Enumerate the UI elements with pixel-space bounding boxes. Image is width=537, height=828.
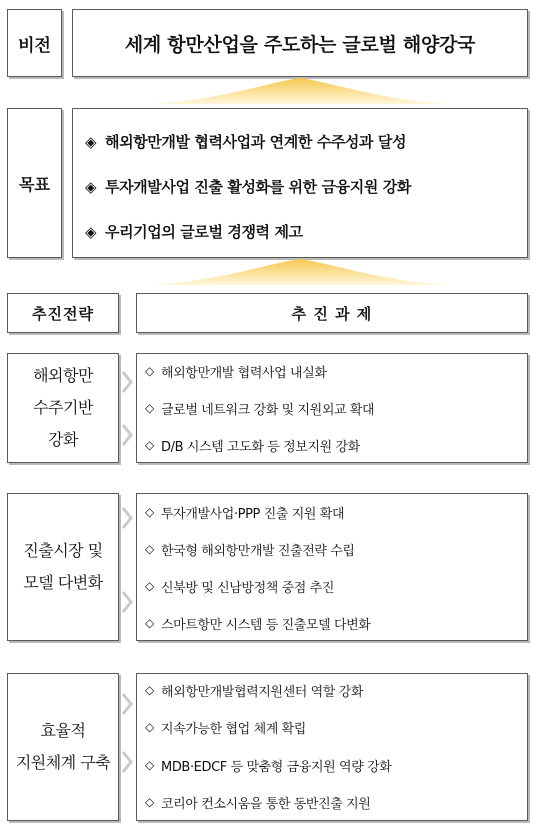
diamond-bullet-icon: ◈ bbox=[85, 177, 97, 196]
task-item-text: 스마트항만 시스템 등 진출모델 다변화 bbox=[161, 617, 371, 633]
task-item bbox=[145, 613, 370, 633]
task-item-text: 지속가능한 협업 체계 확립 bbox=[161, 721, 306, 737]
diamond-bullet-icon: ◇ bbox=[145, 579, 154, 593]
diamond-bullet-icon: ◇ bbox=[145, 720, 154, 734]
strategy-2-box bbox=[7, 493, 119, 641]
diamond-bullet-icon: ◇ bbox=[145, 542, 154, 556]
vision-label-box bbox=[7, 9, 62, 77]
task-item-text: 신북방 및 신남방정책 중점 추진 bbox=[161, 580, 334, 596]
diamond-bullet-icon: ◇ bbox=[145, 364, 154, 378]
strategy-1-label: 해외항만 수주기반 강화 bbox=[33, 366, 93, 449]
chevron-right-icon bbox=[121, 506, 133, 530]
vision-text: 세계 항만산업을 주도하는 글로벌 해양강국 bbox=[124, 33, 476, 56]
diamond-bullet-icon: ◇ bbox=[145, 401, 154, 415]
task-item bbox=[145, 717, 306, 737]
strategy-1-tasks-box bbox=[136, 353, 528, 463]
chevron-right-icon bbox=[121, 590, 133, 614]
chevron-right-icon bbox=[121, 692, 133, 716]
task-item-text: MDB·EDCF 등 맞춤형 금융지원 역량 강화 bbox=[161, 759, 392, 775]
strategy-header-box bbox=[7, 293, 119, 333]
diamond-bullet-icon: ◇ bbox=[145, 683, 154, 697]
strategy-1-box bbox=[7, 353, 119, 463]
goal-item bbox=[85, 119, 527, 164]
strategy-3-box bbox=[7, 673, 119, 821]
task-item-text: 해외항만개발협력지원센터 역할 강화 bbox=[161, 684, 363, 700]
task-item-text: D/B 시스템 고도화 등 정보지원 강화 bbox=[161, 439, 360, 455]
chevron-right-icon bbox=[121, 370, 133, 394]
strategy-3-tasks-box bbox=[136, 673, 528, 821]
diamond-bullet-icon: ◈ bbox=[85, 132, 97, 151]
vision-text-box bbox=[72, 9, 528, 77]
task-item bbox=[145, 576, 334, 596]
goal-item-text: 우리기업의 글로벌 경쟁력 제고 bbox=[105, 223, 303, 241]
goal-item-text: 해외항만개발 협력사업과 연계한 수주성과 달성 bbox=[105, 133, 407, 151]
task-item bbox=[145, 755, 391, 775]
chevron-right-icon bbox=[121, 750, 133, 774]
task-item bbox=[145, 398, 374, 418]
strategy-header: 추진전략 bbox=[32, 304, 94, 323]
diamond-bullet-icon: ◇ bbox=[145, 616, 154, 630]
tasks-header-box bbox=[136, 293, 528, 333]
diamond-bullet-icon: ◈ bbox=[85, 222, 97, 241]
up-arrow-2 bbox=[150, 259, 450, 287]
task-item-text: 투자개발사업·PPP 진출 지원 확대 bbox=[161, 506, 345, 522]
diamond-bullet-icon: ◇ bbox=[145, 795, 154, 809]
goal-label: 목표 bbox=[19, 174, 50, 194]
strategy-2-tasks-box bbox=[136, 493, 528, 641]
tasks-header: 추 진 과 제 bbox=[291, 304, 373, 323]
goal-label-box bbox=[7, 108, 62, 258]
goal-item bbox=[85, 164, 527, 209]
diamond-bullet-icon: ◇ bbox=[145, 505, 154, 519]
task-item bbox=[145, 680, 363, 700]
diamond-bullet-icon: ◇ bbox=[145, 438, 154, 452]
task-item bbox=[145, 361, 327, 381]
vision-label: 비전 bbox=[18, 35, 51, 56]
chevron-right-icon bbox=[121, 423, 133, 447]
task-item bbox=[145, 539, 355, 559]
task-item bbox=[145, 792, 370, 812]
goal-list-box bbox=[72, 108, 528, 258]
task-item-text: 해외항만개발 협력사업 내실화 bbox=[161, 365, 327, 381]
task-item-text: 한국형 해외항만개발 진출전략 수립 bbox=[161, 543, 355, 559]
goal-item-text: 투자개발사업 진출 활성화를 위한 금융지원 강화 bbox=[105, 178, 411, 196]
diamond-bullet-icon: ◇ bbox=[145, 758, 154, 772]
task-item-text: 코리아 컨소시움을 통한 동반진출 지원 bbox=[161, 796, 371, 812]
task-item-text: 글로벌 네트워크 강화 및 지원외교 확대 bbox=[161, 402, 375, 418]
goal-item bbox=[85, 209, 527, 254]
strategy-3-label: 효율적 지원체계 구축 bbox=[15, 721, 111, 772]
task-item bbox=[145, 435, 360, 455]
up-arrow-1 bbox=[150, 78, 450, 106]
task-item bbox=[145, 502, 344, 522]
strategy-2-label: 진출시장 및 모델 다변화 bbox=[23, 541, 103, 592]
